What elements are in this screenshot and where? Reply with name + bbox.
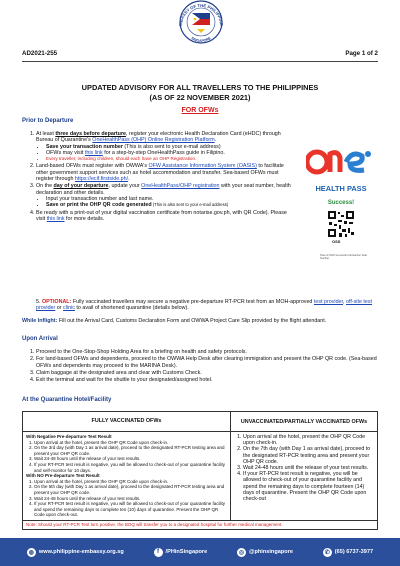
list-item: 1. Upon arrival at the hotel, present the OHP QR Code upon check-in.	[34, 440, 227, 446]
departure-steps	[28, 131, 292, 223]
list-item: 2. On the 7th day (with Day 1 as arrival date), proceed to the designated RT-PCR testing area and present your OHP QR code.	[243, 446, 374, 465]
table-header-row	[23, 412, 377, 432]
step-vaccination-cert: 4. Be ready with a print-out of your digital vaccination certificate from notarise.gov.ph, with QR Code). Please visit this link for more details.	[36, 210, 292, 223]
arrival-step: 2. For land-based OFWs and dependents, proceed to the OWWA Help Desk after clearing immigration and present the OHP QR code. (Sea-based OFWs and dependents may proceed to the MARINA Desk).	[36, 356, 382, 369]
prior-to-departure-heading: Prior to Departure	[22, 118, 74, 124]
positive-test-note: Note: Should your RT-PCR Test turn positive, the BOQ will transfer you to a designated hospital for further medical management.	[23, 520, 377, 529]
unvaccinated-cell	[231, 432, 377, 520]
clinic-link[interactable]: clinic	[63, 305, 75, 312]
phone-icon: ✆	[324, 549, 330, 556]
upon-arrival-heading: Upon Arrival	[22, 336, 58, 342]
col-header-unvaccinated: UNVACCINATED/PARTIALLY VACCINATED OFWs	[240, 418, 368, 425]
onehealthpass-brand: HEALTH PASS	[315, 184, 367, 193]
qr-code-icon	[327, 210, 355, 238]
page-indicator: Page 1 of 2	[345, 50, 378, 57]
advisory-date: (AS OF 22 NOVEMBER 2021)	[149, 93, 251, 102]
quarantine-table	[22, 411, 378, 530]
website-contact[interactable]: ◍ www.philippine-embassy.org.sg	[28, 549, 124, 556]
inflight-instructions: While Inflight: Fill out the Arrival Card, Customs Declaration Form and OWWA Project Care Slip provided by the flight attendant.	[22, 318, 327, 324]
oasis-link[interactable]: OFW Assistance Information System (OASIS)	[148, 163, 257, 170]
list-item: 4. If your RT-PCR test result is negative, you will be allowed to check-out of your quarantine facility and spend the remaining days to complete ten (10) days of quarantine. Present the OHP QR Code upon check-out.	[34, 501, 227, 518]
onehealthpass-logo	[306, 144, 376, 184]
step-optional-test: 5. OPTIONAL: Fully vaccinated travellers may secure a negative pre-departure RT-PCR test from an MOH-approved test provider, off-site test provider or clinic to avail of shortened quarantine (details below).	[36, 299, 373, 312]
offsite-provider-link[interactable]: off-site test provider	[36, 299, 373, 312]
svg-text:EMBASSY OF THE PHILIPPINES: MBASSY OF THE PHILIPPINE	[177, 2, 225, 26]
advisory-title: UPDATED ADVISORY FOR ALL TRAVELLERS TO THE PHILIPPINES	[81, 83, 319, 92]
list-item: 2. On the 3rd day (with Day 1 as arrival date), proceed to the designated RT-PCR testing area and present your OHP QR code.	[34, 445, 227, 456]
list-item: 2. On the 5th day (with Day 1 as arrival date), proceed to the designated RT-PCR testing area and present your OHP QR code.	[34, 484, 227, 495]
arrival-step: 4. Exit the terminal and wait for the shuttle to your designated/assigned hotel.	[36, 377, 382, 383]
step-oasis: 2. Land-based OFWs must register with OWWA's OFW Assistance Information System (OASIS) to facilitate other government support services such as hotel accommodation and transfer. Sea-based OFWs must register through https://ecif.firstside.ph/.	[36, 163, 292, 182]
arrival-steps	[28, 349, 382, 384]
test-provider-link[interactable]: test provider	[313, 299, 344, 305]
facebook-icon: f	[154, 548, 163, 557]
list-item: 1. Upon arrival at the hotel, present the OHP QR Code upon check-in.	[243, 434, 374, 446]
negative-test-subheading: With Negative Pre-departure Test Result	[26, 434, 112, 439]
vaccination-info-link[interactable]: this link	[46, 215, 65, 222]
success-label: Success!	[327, 200, 355, 206]
ohp-registration-link[interactable]: OneHealthPass (OHP) Online Registration Platform	[92, 137, 215, 144]
list-item: 3. Wait 24-48 hours until the release of your test results.	[243, 465, 374, 471]
instagram-contact[interactable]: ◎ @phinsingapore	[238, 549, 293, 556]
facebook-contact[interactable]: f /PHinSingapore	[154, 548, 208, 557]
arrival-step: 1. Proceed to the One-Stop-Shop Holding Area for a briefing on health and safety protocols.	[36, 349, 382, 355]
onehealthpass-graphic	[300, 144, 382, 274]
audience-label: FOR OFWs	[181, 107, 219, 114]
list-item: 3. Wait 24-48 hours until the release of your test results.	[34, 496, 227, 502]
col-header-vaccinated: FULLY VACCINATED OFWs	[23, 412, 231, 431]
filipino-guide-link[interactable]: this link	[84, 149, 103, 156]
transaction-note: Note of OHP successful transaction Seat Number	[320, 254, 367, 260]
list-item: 3. Wait 24-48 hours until the release of your test results.	[34, 456, 227, 462]
list-item: 4. If your RT-PCR test result is negative, you will be allowed to check-out of your quarantine facility and self-monitor for 10 days.	[34, 462, 227, 473]
instagram-icon: ◎	[238, 549, 245, 556]
ohp-update-link[interactable]: OneHealthPass/OHP registration	[141, 183, 220, 190]
list-item: 1. Upon arrival at the hotel, present the OHP QR Code upon check-in.	[34, 479, 227, 485]
oss-label: OSS	[332, 239, 341, 244]
phone-contact[interactable]: ✆ (65) 6737-3977	[324, 549, 374, 556]
step-ehdc: 1. At least three days before departure, register your electronic Health Declaration Card (eHDC) through Bureau of Quarantine's OneHealthPass (OHP) Online Registration Platform. • Save your transaction number (This is also sent to your e-mail address) • OFWs may visit this link for a step-by-step OneHealthPass guide in Filipino. • Every traveller, including children, should each have an OHP Registration.	[36, 131, 292, 162]
document-header	[22, 50, 378, 60]
header-divider	[22, 61, 378, 62]
arrival-step: 3. Claim baggage at the designated area and clear with Customs Check.	[36, 370, 382, 376]
step-departure-day: 3. On the day of your departure, update your OneHealthPass/OHP registration with your seat number, health declaration and other details. • Input your transaction number and last name. • Save or print the OHP QR code generated (This is also sent to your e-mail address)	[36, 183, 292, 208]
no-test-subheading: With NO Pre-departure Test Result	[26, 473, 100, 479]
table-body-row	[23, 432, 377, 520]
embassy-seal-logo	[174, 0, 228, 46]
contact-footer	[0, 538, 400, 566]
quarantine-heading: At the Quarantine Hotel/Facility	[22, 397, 112, 403]
list-item: 4. If your RT-PCR test result is negative, you will be allowed to check-out of your quarantine facility and spend the remaining days to complete fourteen (14) days of quarantine. Present the OHP QR Code upon check-out	[243, 471, 374, 502]
svg-text:SINGAPORE: SINGAPORE	[190, 36, 212, 44]
vaccinated-cell	[23, 432, 231, 520]
reference-number: AD2021-255	[22, 50, 58, 57]
ecif-link[interactable]: https://ecif.firstside.ph/	[74, 176, 129, 183]
globe-icon: ◍	[28, 549, 35, 556]
